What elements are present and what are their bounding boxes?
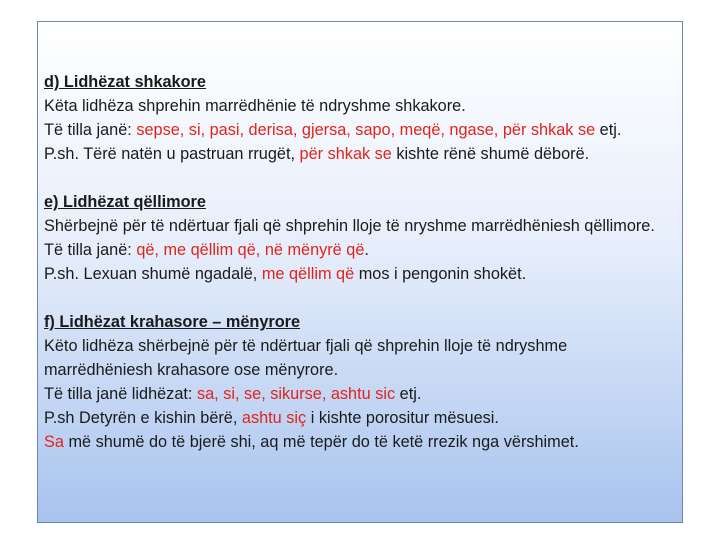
section-causal-conjunctions [44,70,680,166]
section-f-example-sentence [44,406,680,430]
section-d-list-prefix: Të tilla janë: [44,121,137,139]
section-e-example-prefix: P.sh. Lexuan shumë ngadalë, [44,265,262,283]
section-f-examples-list [44,382,680,406]
section-f-second-example-suffix: më shumë do të bjerë shi, aq më tepër do të ketë rrezik nga vërshimet. [63,433,579,451]
section-f-second-example [44,430,680,454]
section-d-example-sentence [44,142,680,166]
section-f-description: Këto lidhëza shërbejnë për të ndërtuar fjali që shprehin lloje të ndryshme marrëdhëniesh krahasore ose mënyrore. [44,337,568,379]
section-e-example-highlight: me qëllim që [261,265,355,283]
section-f-example-suffix: i kishte porositur mësuesi. [306,409,499,427]
section-e-list-suffix: . [364,241,369,259]
section-e-example-sentence [44,262,680,286]
section-d-description: Këta lidhëza shprehin marrëdhënie të ndryshme shkakore. [44,97,466,115]
section-d-example-highlight: për shkak se [299,145,392,163]
section-f-list-prefix: Të tilla janë lidhëzat: [44,385,197,403]
section-heading-f: f) Lidhëzat krahasore – mënyrore [44,313,301,331]
section-f-second-example-highlight: Sa [44,433,64,451]
section-heading-e: e) Lidhëzat qëllimore [44,193,206,211]
section-d-example-suffix: kishte rënë shumë dëborë. [391,145,590,163]
section-d-list-highlight: sepse, si, pasi, derisa, gjersa, sapo, meqë, ngase, për shkak se [136,121,596,139]
section-e-examples-list [44,238,680,262]
section-f-example-prefix: P.sh Detyrën e kishin bërë, [44,409,242,427]
section-d-example-prefix: P.sh. Tërë natën u pastruan rrugët, [44,145,300,163]
section-purpose-conjunctions [44,190,680,286]
section-d-examples-list [44,118,680,142]
section-f-list-suffix: etj. [395,385,422,403]
section-f-example-highlight: ashtu siç [241,409,307,427]
slide-text [44,70,680,454]
section-comparative-conjunctions [44,310,680,454]
slide-content-box [37,21,683,523]
section-e-list-prefix: Të tilla janë: [44,241,137,259]
section-e-example-suffix: mos i pengonin shokët. [354,265,527,283]
section-heading-d: d) Lidhëzat shkakore [44,73,206,91]
section-e-list-highlight: që, me qëllim që, në mënyrë që [136,241,365,259]
section-f-list-highlight: sa, si, se, sikurse, ashtu sic [196,385,396,403]
section-e-description: Shërbejnë për të ndërtuar fjali që shprehin lloje të nryshme marrëdhëniesh qëllimore. [44,217,655,235]
section-d-list-suffix: etj. [595,121,622,139]
